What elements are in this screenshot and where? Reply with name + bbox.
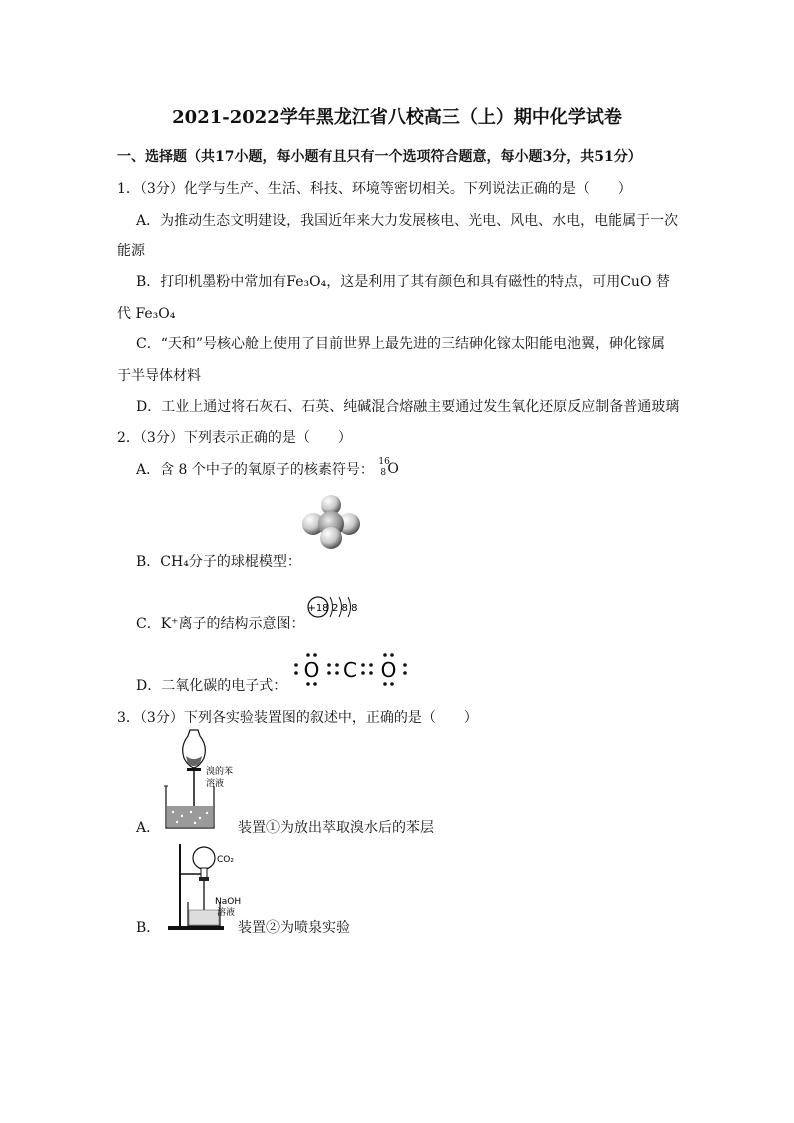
q3-option-a-label: A．	[136, 820, 161, 836]
q1-option-a: A．为推动生态文明建设，我国近年来大力发展核电、光电、风电、水电，电能属于一次	[136, 213, 679, 229]
q1-option-b-cont: 代 Fe₃O₄	[117, 306, 176, 322]
section-heading: 一、选择题（共17小题，每小题有且只有一个选项符合题意，每小题3分，共51分）	[117, 149, 642, 165]
q3-option-b-desc: 装置②为喷泉实验	[238, 920, 350, 936]
q1-option-d: D．工业上通过将石灰石、石英、纯碱混合熔融主要通过发生氧化还原反应制备普通玻璃	[136, 399, 680, 415]
q2-option-d: D．二氧化碳的电子式：	[136, 678, 288, 694]
q2-option-a	[136, 459, 400, 480]
fig-a-label-2: 溶液	[206, 779, 225, 789]
co2-atom-c: C	[343, 658, 357, 682]
fig-b-liquid-label-2: 溶液	[217, 908, 236, 918]
element-symbol: O	[387, 461, 399, 477]
question-3-stem: 3．（3分）下列各实验装置图的叙述中，正确的是（ ）	[117, 710, 478, 726]
co2-atom-o-left: O	[303, 658, 320, 682]
q2-option-b: B．CH₄分子的球棍模型：	[136, 554, 301, 570]
q1-option-b: B．打印机墨粉中常加有Fe₃O₄，这是利用了其有颜色和具有磁性的特点，可用CuO 替	[136, 274, 670, 290]
co2-electron-formula	[288, 648, 412, 690]
mass-number: 16	[378, 457, 390, 467]
fig-b-gas-label: CO₂	[217, 855, 234, 865]
q3-option-a-desc: 装置①为放出萃取溴水后的苯层	[238, 820, 434, 836]
fig-b-liquid-label-1: NaOH	[215, 897, 242, 907]
question-2-stem: 2．（3分）下列表示正确的是（ ）	[117, 430, 352, 446]
question-1-stem: 1．（3分）化学与生产、生活、科技、环境等密切相关。下列说法正确的是（ ）	[117, 181, 632, 197]
q1-option-c-cont: 于半导体材料	[117, 368, 201, 384]
apparatus-b-figure	[164, 840, 248, 936]
ch4-model-image	[300, 494, 362, 550]
nucleus-charge: +18	[307, 603, 329, 614]
k-ion-diagram	[306, 594, 362, 620]
apparatus-a-figure	[160, 728, 242, 832]
beaker-liquid	[167, 806, 213, 827]
round-flask	[193, 847, 215, 869]
q2-option-c: C．K⁺离子的结构示意图：	[136, 616, 305, 632]
q2-option-a-text: A．含 8 个中子的氧原子的核素符号：	[136, 462, 374, 478]
flask-stopper	[199, 877, 209, 881]
h-atom-bottom	[320, 527, 342, 549]
fig-a-label-1: 溴的苯	[206, 767, 234, 777]
page-title: 2021-2022学年黑龙江省八校高三（上）期中化学试卷	[172, 107, 622, 128]
atomic-number: 8	[380, 468, 387, 478]
co2-atom-o-right: O	[380, 658, 397, 682]
stopcock	[187, 768, 201, 771]
q1-option-c: C．“天和”号核心舱上使用了目前世界上最先进的三结砷化镓太阳能电池翼，砷化镓属	[136, 336, 666, 352]
shell-electrons: 2 8 8	[332, 603, 358, 614]
q3-option-b-label: B．	[136, 920, 161, 936]
q1-option-a-cont: 能源	[117, 243, 145, 259]
beaker-b-liquid	[189, 910, 219, 925]
nuclide-symbol	[378, 457, 400, 480]
flask-neck	[201, 868, 207, 878]
